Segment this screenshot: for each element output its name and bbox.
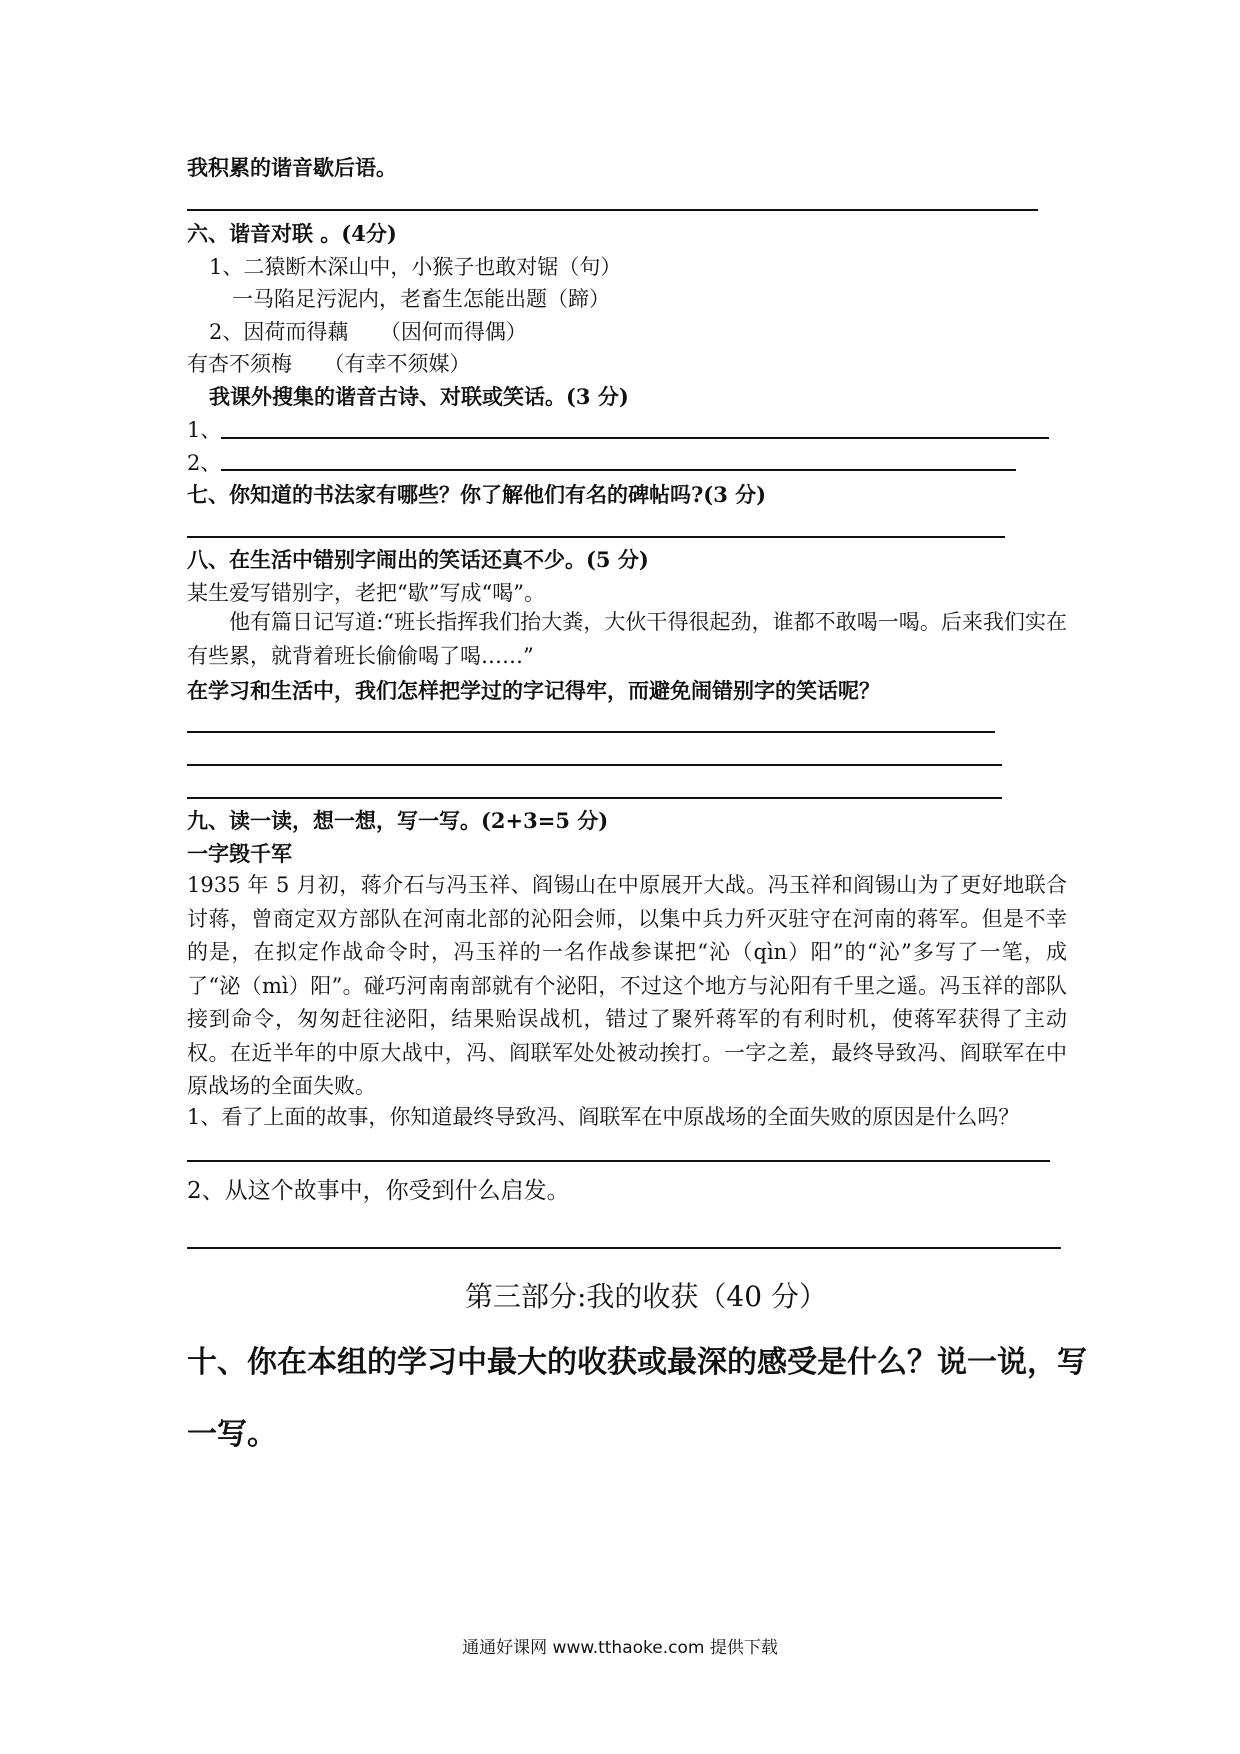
q9-sub-question-1: 1、看了上面的故事，你知道最终导致冯、阎联军在中原战场的全面失败的原因是什么吗？ [187,1105,1020,1129]
part-3-heading: 第三部分:我的收获（40 分） [465,1280,827,1313]
blank-2-label: 2、 [187,451,222,475]
couplet-2-upper: 2、因荷而得藕 （因何而得偶） [209,320,527,344]
q9-story: 1935 年 5 月初，蒋介石与冯玉祥、阎锡山在中原展开大战。冯玉祥和阎锡山为了更好地联合讨蒋，曾商定双方部队在河南北部的沁阳会师，以集中兵力歼灭驻守在河南的蒋军。但是不幸的是，在拟定作战命令时，冯玉祥的一名作战参谋把“沁（qìn）阳”的“沁”多写了一笔，成了“泌（mì）阳”。碰巧河南南部就有个泌阳，不过这个地方与沁阳有千里之遥。冯玉祥的部队接到命令，匆匆赶往泌阳，结果贻误战机，错过了聚歼蒋军的有利时机，使蒋军获得了主动权。在近半年的中原大战中，冯、阎联军处处被动挨打。一字之差，最终导致冯、阎联军在中原战场的全面失败。 [187,873,1067,1098]
q9-story-title: 一字毁千军 [187,841,292,866]
q6-collect-prompt: 我课外搜集的谐音古诗、对联或笑话。(3 分) [209,384,629,409]
q9-heading: 九、读一读，想一想，写一写。(2+3=5 分) [187,808,609,833]
q10-line-1: 十、你在本组的学习中最大的收获或最深的感受是什么？说一说，写 [187,1345,1087,1380]
answer-line-2[interactable] [221,469,1016,471]
q8-story-intro: 某生爱写错别字，老把“歇”写成“喝”。 [187,581,545,605]
couplet-2-lower: 有杏不须梅 （有幸不须媒） [187,352,471,376]
answer-line[interactable] [187,1160,1050,1162]
q7-heading: 七、你知道的书法家有哪些？你了解他们有名的碑帖吗?(3 分) [187,482,767,507]
q10-line-2: 一写。 [187,1417,277,1452]
q9-sub-question-2: 2、从这个故事中，你受到什么启发。 [187,1178,570,1204]
page-footer: 通通好课网 www.tthaoke.com 提供下载 [462,1638,778,1658]
answer-line-1[interactable] [221,437,1049,439]
answer-line[interactable] [187,731,995,733]
blank-1-label: 1、 [187,418,222,442]
q8-question: 在学习和生活中，我们怎样把学过的字记得牢，而避免闹错别字的笑话呢？ [187,678,880,703]
answer-line[interactable] [187,764,1002,766]
q6-heading: 六、谐音对联 。(4分) [187,221,397,246]
answer-line[interactable] [187,209,1038,211]
answer-line[interactable] [187,797,1002,799]
answer-line[interactable] [187,1247,1061,1249]
q8-heading: 八、在生活中错别字闹出的笑话还真不少。(5 分) [187,547,649,572]
couplet-1-lower: 一马陷足污泥内，老畜生怎能出题（蹄） [232,287,610,311]
couplet-1-upper: 1、二猿断木深山中，小猴子也敢对锯（句） [209,255,622,279]
q5-collect-label: 我积累的谐音歇后语。 [187,155,397,180]
q8-story-paragraph: 他有篇日记写道:“班长指挥我们抬大粪，大伙干得很起劲，谁都不敢喝一喝。后来我们实在有些累，就背着班长偷偷喝了喝……” [187,610,1067,668]
answer-line[interactable] [187,536,1005,538]
